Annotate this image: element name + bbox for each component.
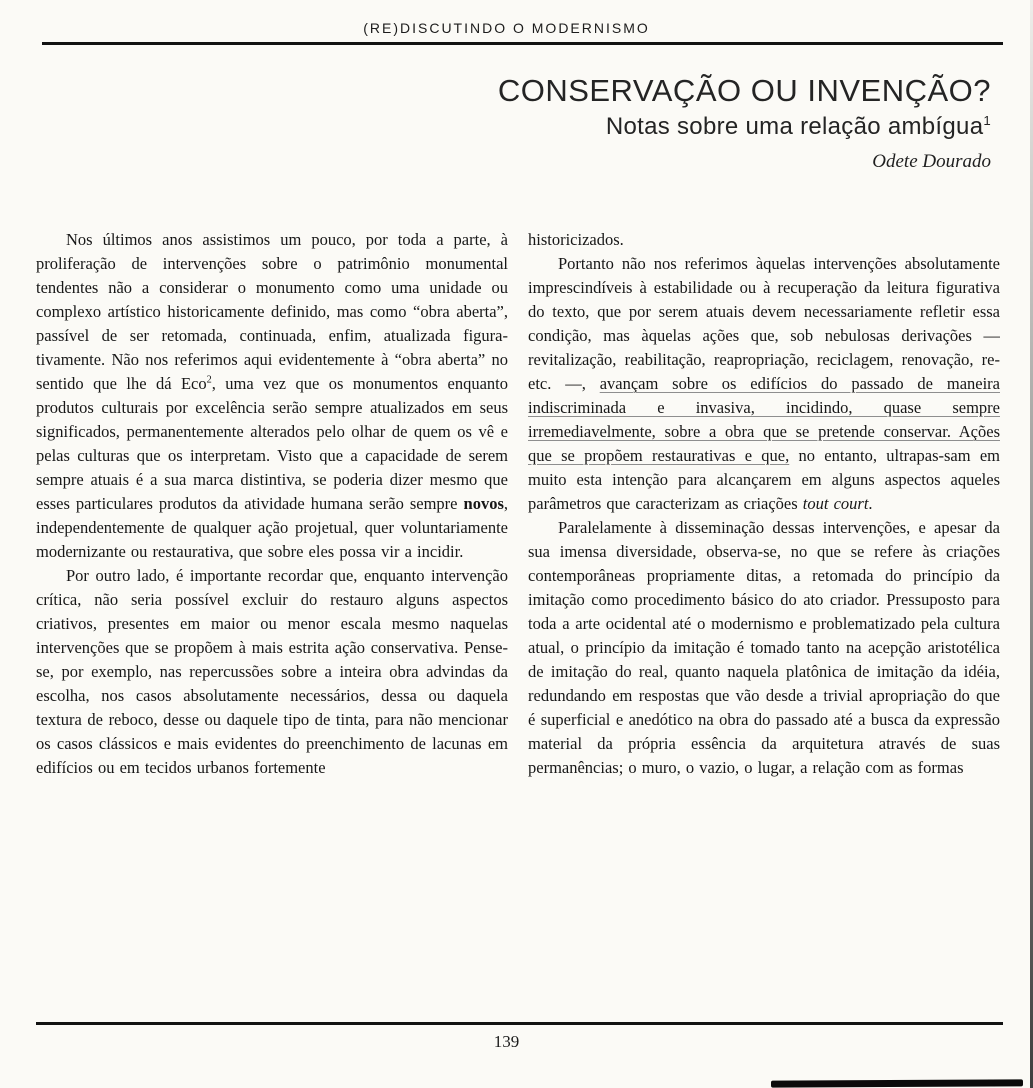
paragraph: Paralelamente à disseminação dessas intervenções, e apesar da sua imensa diversidade, observa-se, no que se refere às criações contemporâneas propriamente ditas, a retomada do princípio da imitação como procedimento básico do ato criador. Pressuposto para toda a arte ocidental até o modernismo e problematizado pela cultura atual, o princípio da imitação é tomado tanto na acepção aristotélica de imitação do real, quanto naquela platônica de imitação da idéia, redundando em respostas que vão desde a trivial apropriação do que é superficial e anedótico na obra do passado até a busca da expressão material da própria essência da arquitetura através de suas permanências; o muro, o vazio, o lugar, a relação com as formas: [528, 518, 1000, 777]
paragraph: historicizados.: [528, 230, 624, 249]
paragraph: Por outro lado, é importante recordar que, enquanto intervenção crítica, não seria possível excluir do restauro alguns aspectos criativos, presentes em maior ou menor escala mesmo naquelas intervenções que se propõem à mais estrita ação conservativa. Pense-se, por exemplo, nas repercussões sobre a inteira obra advindas da escolha, nos casos absolutamente necessários, dessa ou daquela textura de reboco, desse ou daquele tipo de tinta, para não mencionar os casos clássicos e mais evidentes do preenchimento de lacunas em edifícios ou em tecidos urbanos fortemente: [36, 566, 508, 777]
article-title: CONSERVAÇÃO OU INVENÇÃO?: [497, 73, 991, 108]
article-subtitle-text: Notas sobre uma relação ambígua: [605, 113, 984, 141]
title-block: [498, 74, 991, 173]
right-column: [528, 228, 1000, 780]
header-divider: [42, 42, 1003, 45]
article-body: [36, 228, 1000, 780]
paragraph: Nos últimos anos assistimos um pouco, por toda a parte, à proliferação de intervenções sobre o patrimônio monumental tendentes não a considerar o monumento como uma unidade ou complexo artístico historicamente definido, mas como “obra aberta”, passível de ser retomada, continuada, enfim, atualizada figura-tivamente. Não nos referimos aqui evidentemente à “obra aberta” no sentido que lhe dá Eco$^2$, uma vez que os monumentos enquanto produtos culturais por excelência serão sempre atualizados em seus significados, permanentemente alterados pelo olhar de quem os vê e pelas culturas que os interpretam. Visto que a capacidade de serem sempre atuais é a sua marca distintiva, se poderia dizer mesmo que esses particulares produtos da atividade humana serão sempre novos, independentemente de qualquer ação projetual, quer voluntariamente modernizante ou restaurativa, que sobre eles possa vir a incidir.: [36, 230, 509, 561]
left-column: [36, 228, 508, 780]
running-header: (RE)DISCUTINDO O MODERNISMO: [363, 20, 650, 36]
page-number: 139: [493, 1032, 520, 1051]
subtitle-footnote-marker: 1: [983, 113, 991, 129]
footer-divider: [36, 1022, 1003, 1025]
author-name: Odete Dourado: [872, 151, 991, 173]
article-subtitle: [498, 113, 991, 141]
paragraph: Portanto não nos referimos àquelas intervenções absolutamente imprescindíveis à estabilidade ou à recuperação da leitura figurativa do texto, que por serem atuais devem necessariamente refletir essa condição, mas àquelas ações que, sob nebulosas derivações — revitalização, reabilitação, reapropriação, reciclagem, renovação, re-etc. —, avançam sobre os edifícios do passado de maneira indiscriminada e invasiva, incidindo, quase sempre irremediavelmente, sobre a obra que se pretende conservar. Ações que se propõem restaurativas e que, no entanto, ultrapas-sam em muito esta intenção para alcançarem em alguns aspectos aqueles parâmetros que caracterizam as criações tout court.: [528, 254, 1000, 513]
scan-artifact-bottom-streak: [771, 1079, 1023, 1087]
